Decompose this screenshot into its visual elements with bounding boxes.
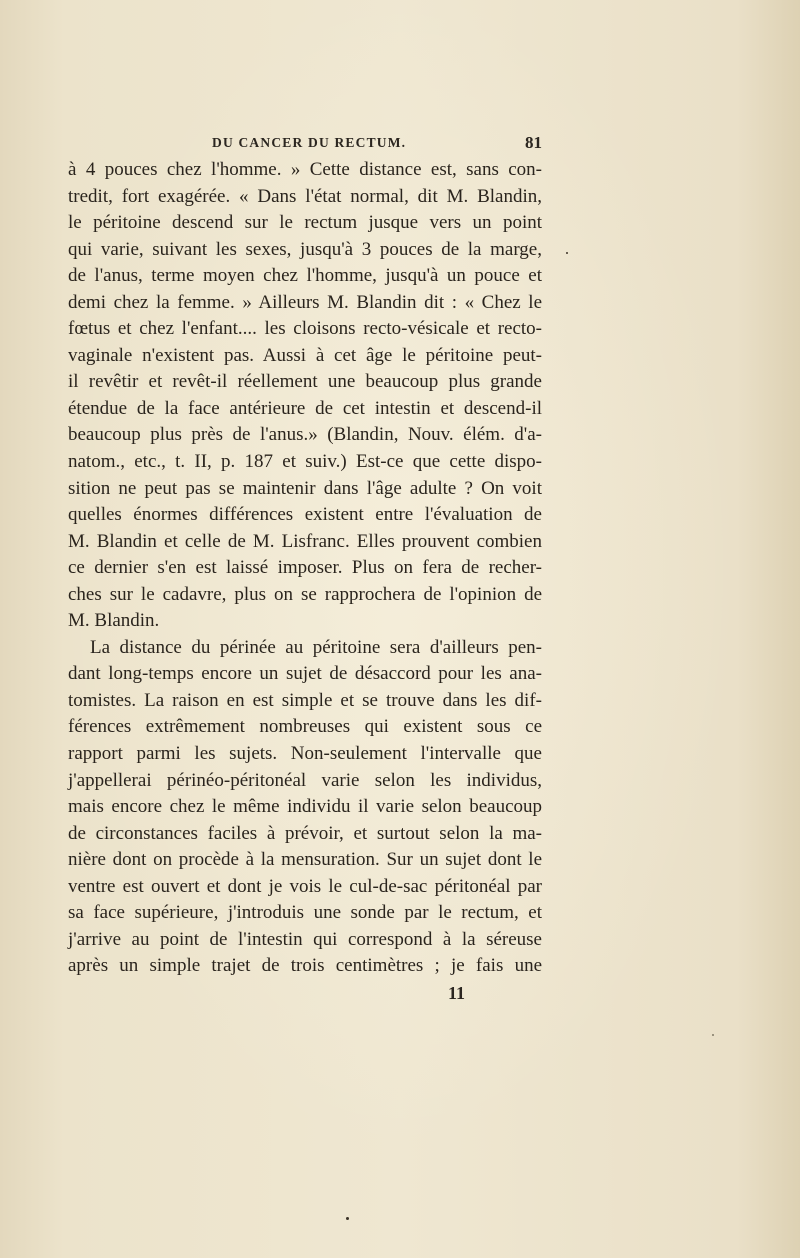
paper-speck <box>346 1217 349 1220</box>
text-line: quelles énormes différences existent entre l'évaluation de <box>68 504 542 526</box>
text-line: qui varie, suivant les sexes, jusqu'à 3 pouces de la marge, <box>68 238 542 260</box>
paragraph-2 <box>68 635 542 980</box>
text-line: nière dont on procède à la mensuration. Sur un sujet dont le <box>68 849 542 871</box>
text-line: natom., etc., t. II, p. 187 et suiv.) Est-ce que cette dispo- <box>68 451 542 473</box>
text-line: le péritoine descend sur le rectum jusque vers un point <box>68 212 542 234</box>
text-line: j'appellerai périnéo-péritonéal varie selon les individus, <box>68 769 542 791</box>
text-line: férences extrêmement nombreuses qui existent sous ce <box>68 716 542 738</box>
text-line: demi chez la femme. » Ailleurs M. Blandin dit : « Chez le <box>68 291 542 313</box>
text-line: sa face supérieure, j'introduis une sonde par le rectum, et <box>68 902 542 924</box>
page-header <box>66 133 544 157</box>
signature-mark: 11 <box>448 983 466 1003</box>
text-line: vaginale n'existent pas. Aussi à cet âge le péritoine peut- <box>68 344 542 366</box>
text-line: ce dernier s'en est laissé imposer. Plus on fera de recher- <box>68 557 542 579</box>
text-line: tredit, fort exagérée. « Dans l'état normal, dit M. Blandin, <box>68 185 542 207</box>
text-line: ventre est ouvert et dont je vois le cul-de-sac péritonéal par <box>68 875 542 897</box>
text-line: dant long-temps encore un sujet de désaccord pour les ana- <box>68 663 542 685</box>
text-line: de circonstances faciles à prévoir, et surtout selon la ma- <box>68 822 542 844</box>
text-line: fœtus et chez l'enfant.... les cloisons recto-vésicale et recto- <box>68 318 542 340</box>
text-line: ches sur le cadavre, plus on se rapprochera de l'opinion de <box>68 583 542 605</box>
text-line: après un simple trajet de trois centimètres ; je fais une <box>68 955 542 977</box>
text-line: j'arrive au point de l'intestin qui correspond à la séreuse <box>68 928 542 950</box>
text-line: La distance du périnée au péritoine sera d'ailleurs pen- <box>90 636 542 658</box>
paper-speck <box>566 252 568 254</box>
text-line: M. Blandin. <box>68 610 160 632</box>
text-line: rapport parmi les sujets. Non-seulement l'intervalle que <box>68 743 542 765</box>
text-line: beaucoup plus près de l'anus.» (Blandin, Nouv. élém. d'a- <box>68 424 542 446</box>
text-line: M. Blandin et celle de M. Lisfranc. Elles prouvent combien <box>68 530 542 552</box>
paragraph-1 <box>68 157 542 635</box>
text-line: mais encore chez le même individu il varie selon beaucoup <box>68 796 542 818</box>
paper-speck <box>712 1034 714 1036</box>
text-line: il revêtir et revêt-il réellement une beaucoup plus grande <box>68 371 542 393</box>
text-line: à 4 pouces chez l'homme. » Cette distance est, sans con- <box>68 159 542 180</box>
text-line: de l'anus, terme moyen chez l'homme, jusqu'à un pouce et <box>68 265 542 287</box>
text-line: étendue de la face antérieure de cet intestin et descend-il <box>68 397 542 419</box>
page-number: 81 <box>525 133 542 152</box>
body-text <box>68 157 542 980</box>
running-title: DU CANCER DU RECTUM. <box>212 135 407 150</box>
text-line: tomistes. La raison en est simple et se trouve dans les dif- <box>68 689 542 711</box>
text-line: sition ne peut pas se maintenir dans l'âge adulte ? On voit <box>68 477 542 499</box>
